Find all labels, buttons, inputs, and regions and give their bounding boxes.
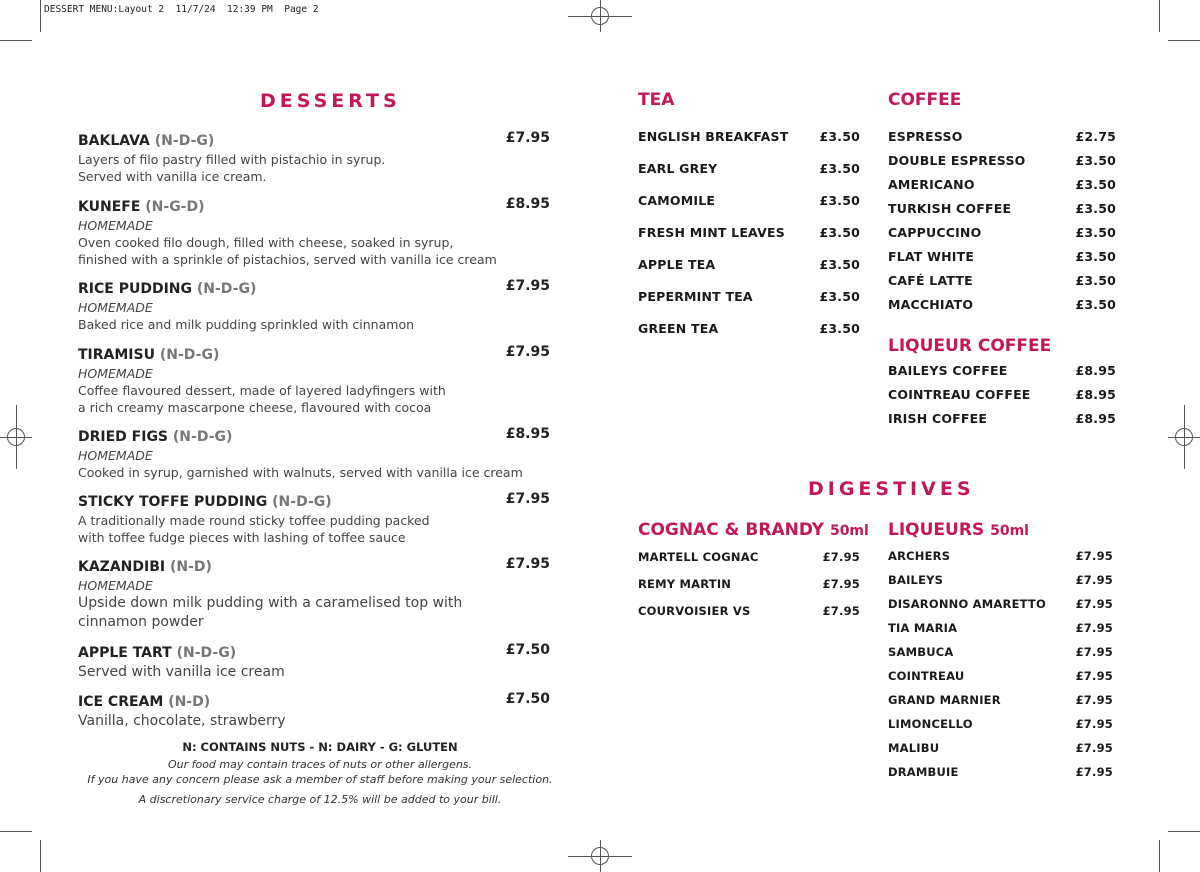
- tea-heading: TEA: [638, 90, 675, 110]
- allergen-code: (N-D-G): [154, 133, 215, 149]
- tea-name: FRESH MINT LEAVES: [638, 225, 785, 240]
- liqueur-price: £7.95: [1075, 765, 1113, 779]
- liqueur-item: [888, 573, 1113, 587]
- dessert-description: Served with vanilla ice cream: [78, 664, 285, 680]
- cognac-name: REMY MARTIN: [638, 577, 732, 591]
- tea-price: £3.50: [819, 321, 860, 336]
- coffee-name: AMERICANO: [888, 177, 975, 192]
- coffee-item: [888, 177, 1116, 192]
- dessert-item: [78, 344, 550, 416]
- liqueur-price: £7.95: [1075, 645, 1113, 659]
- dessert-description: Cooked in syrup, garnished with walnuts, served with vanilla ice cream: [78, 465, 523, 480]
- dessert-title: [78, 278, 550, 299]
- tea-name: CAMOMILE: [638, 193, 716, 208]
- liqueur-item: [888, 693, 1113, 707]
- tea-item: [638, 321, 860, 336]
- liqueur-price: £7.95: [1075, 669, 1113, 683]
- homemade-label: HOMEMADE: [78, 300, 153, 315]
- cognac-title: COGNAC & BRANDY: [638, 520, 825, 540]
- dessert-title: [78, 196, 550, 217]
- coffee-item: [888, 201, 1116, 216]
- dessert-price: £7.95: [505, 130, 550, 146]
- dessert-price: £8.95: [505, 196, 550, 212]
- liqueur-coffee-name: BAILEYS COFFEE: [888, 363, 1008, 378]
- tea-item: [638, 257, 860, 272]
- liqueur-name: ARCHERS: [888, 549, 951, 563]
- liqueur-price: £7.95: [1075, 693, 1113, 707]
- coffee-name: TURKISH COFFEE: [888, 201, 1012, 216]
- liqueur-name: LIMONCELLO: [888, 717, 973, 731]
- liqueur-item: [888, 621, 1113, 635]
- coffee-item: [888, 297, 1116, 312]
- cognac-item: [638, 604, 860, 618]
- liqueur-price: £7.95: [1075, 741, 1113, 755]
- tea-name: PEPERMINT TEA: [638, 289, 753, 304]
- tea-name: GREEN TEA: [638, 321, 719, 336]
- liqueur-coffee-item: [888, 411, 1116, 426]
- coffee-price: £3.50: [1075, 297, 1116, 312]
- tea-item: [638, 161, 860, 176]
- desserts-heading: DESSERTS: [260, 90, 401, 112]
- tea-price: £3.50: [819, 289, 860, 304]
- liqueur-name: SAMBUCA: [888, 645, 954, 659]
- cognac-price: £7.95: [822, 604, 860, 618]
- cognac-price: £7.95: [822, 577, 860, 591]
- coffee-price: £3.50: [1075, 201, 1116, 216]
- dessert-description: A traditionally made round sticky toffee pudding packed: [78, 513, 430, 528]
- liqueurs-measure: 50ml: [990, 523, 1029, 539]
- service-charge-notice: A discretionary service charge of 12.5% will be added to your bill.: [138, 793, 502, 806]
- dessert-price: £7.95: [505, 491, 550, 507]
- homemade-label: HOMEMADE: [78, 448, 153, 463]
- tea-name: ENGLISH BREAKFAST: [638, 129, 789, 144]
- allergen-notice-1: Our food may contain traces of nuts or other allergens.: [167, 758, 473, 771]
- dessert-description: finished with a sprinkle of pistachios, served with vanilla ice cream: [78, 252, 497, 267]
- dessert-price: £7.50: [505, 642, 550, 658]
- cognac-price: £7.95: [822, 550, 860, 564]
- liqueur-coffee-name: COINTREAU COFFEE: [888, 387, 1031, 402]
- liqueurs-title: LIQUEURS: [888, 520, 985, 540]
- liqueur-price: £7.95: [1075, 597, 1113, 611]
- liqueur-coffee-price: £8.95: [1075, 363, 1116, 378]
- liqueur-name: COINTREAU: [888, 669, 965, 683]
- coffee-name: CAFÉ LATTE: [888, 273, 973, 288]
- tea-name: EARL GREY: [638, 161, 718, 176]
- dessert-title: [78, 426, 550, 447]
- cognac-name: COURVOISIER VS: [638, 604, 751, 618]
- coffee-item: [888, 129, 1116, 144]
- coffee-item: [888, 273, 1116, 288]
- coffee-price: £3.50: [1075, 249, 1116, 264]
- liqueur-price: £7.95: [1075, 549, 1113, 563]
- tea-price: £3.50: [819, 129, 860, 144]
- coffee-name: FLAT WHITE: [888, 249, 975, 264]
- dessert-item: [78, 642, 550, 682]
- dessert-title: [78, 491, 550, 512]
- dessert-description: Coffee flavoured dessert, made of layered ladyfingers with: [78, 383, 446, 398]
- coffee-item: [888, 249, 1116, 264]
- liqueur-coffee-name: IRISH COFFEE: [888, 411, 988, 426]
- liqueur-coffee-item: [888, 387, 1116, 402]
- dessert-description: with toffee fudge pieces with lashing of toffee sauce: [78, 530, 406, 545]
- dessert-item: [78, 426, 550, 481]
- allergen-key: N: CONTAINS NUTS - N: DAIRY - G: GLUTEN: [182, 740, 458, 754]
- liqueur-item: [888, 741, 1113, 755]
- dessert-title: [78, 556, 550, 577]
- tea-item: [638, 289, 860, 304]
- dessert-price: £7.95: [505, 556, 550, 572]
- cognac-item: [638, 577, 860, 591]
- tea-price: £3.50: [819, 225, 860, 240]
- tea-item: [638, 225, 860, 240]
- coffee-name: MACCHIATO: [888, 297, 974, 312]
- allergen-code: (N-D): [168, 694, 211, 710]
- liqueur-name: MALIBU: [888, 741, 940, 755]
- dessert-price: £8.95: [505, 426, 550, 442]
- dessert-description: a rich creamy mascarpone cheese, flavoured with cocoa: [78, 400, 432, 415]
- dessert-description: cinnamon powder: [78, 614, 204, 630]
- cognac-measure: 50ml: [829, 523, 869, 539]
- coffee-name: CAPPUCCINO: [888, 225, 982, 240]
- liqueur-coffee-price: £8.95: [1075, 411, 1116, 426]
- dessert-item: [78, 691, 550, 731]
- dessert-price: £7.50: [505, 691, 550, 707]
- liqueur-item: [888, 549, 1113, 563]
- liqueur-item: [888, 669, 1113, 683]
- print-slug: DESSERT MENU:Layout 2 11/7/24 12:39 PM Page 2: [44, 4, 319, 15]
- dessert-description: Served with vanilla ice cream.: [78, 169, 267, 184]
- digestives-heading: DIGESTIVES: [808, 478, 975, 500]
- liqueur-coffee-item: [888, 363, 1116, 378]
- dessert-name: RICE PUDDING: [78, 281, 192, 297]
- tea-price: £3.50: [819, 193, 860, 208]
- dessert-item: [78, 491, 550, 546]
- dessert-name: BAKLAVA: [78, 133, 150, 149]
- coffee-item: [888, 225, 1116, 240]
- liqueur-name: DISARONNO AMARETTO: [888, 597, 1046, 611]
- dessert-description: Vanilla, chocolate, strawberry: [78, 713, 286, 729]
- tea-item: [638, 193, 860, 208]
- coffee-price: £3.50: [1075, 153, 1116, 168]
- coffee-name: DOUBLE ESPRESSO: [888, 153, 1026, 168]
- dessert-description: Upside down milk pudding with a caramelised top with: [78, 595, 463, 611]
- tea-price: £3.50: [819, 257, 860, 272]
- dessert-title: [78, 691, 550, 712]
- coffee-price: £3.50: [1075, 273, 1116, 288]
- homemade-label: HOMEMADE: [78, 218, 153, 233]
- allergen-code: (N-D): [169, 559, 212, 575]
- tea-price: £3.50: [819, 161, 860, 176]
- dessert-description: Baked rice and milk pudding sprinkled with cinnamon: [78, 317, 415, 332]
- cognac-heading: [638, 520, 869, 540]
- dessert-name: APPLE TART: [78, 645, 172, 661]
- allergen-code: (N-D-G): [176, 645, 237, 661]
- homemade-label: HOMEMADE: [78, 578, 153, 593]
- liqueur-coffee-price: £8.95: [1075, 387, 1116, 402]
- allergen-code: (N-G-D): [145, 199, 205, 215]
- dessert-name: KUNEFE: [78, 199, 141, 215]
- liqueurs-heading: [888, 520, 1029, 540]
- dessert-item: [78, 130, 550, 185]
- dessert-name: ICE CREAM: [78, 694, 164, 710]
- coffee-heading: COFFEE: [888, 90, 962, 110]
- allergen-notice-2: If you have any concern please ask a member of staff before making your selection.: [87, 773, 553, 786]
- dessert-price: £7.95: [505, 278, 550, 294]
- dessert-description: Layers of filo pastry filled with pistachio in syrup.: [78, 152, 386, 167]
- allergen-code: (N-D-G): [272, 494, 332, 510]
- liqueur-price: £7.95: [1075, 573, 1113, 587]
- dessert-name: STICKY TOFFE PUDDING: [78, 494, 273, 510]
- allergen-code: (N-D-G): [196, 281, 257, 297]
- liqueur-item: [888, 597, 1113, 611]
- dessert-item: [78, 196, 550, 268]
- coffee-item: [888, 153, 1116, 168]
- dessert-title: [78, 130, 550, 151]
- cognac-item: [638, 550, 860, 564]
- liqueur-price: £7.95: [1075, 621, 1113, 635]
- dessert-price: £7.95: [505, 344, 550, 360]
- allergen-code: (N-D-G): [172, 429, 233, 445]
- coffee-price: £3.50: [1075, 225, 1116, 240]
- liqueur-item: [888, 717, 1113, 731]
- liqueur-name: DRAMBUIE: [888, 765, 959, 779]
- tea-name: APPLE TEA: [638, 257, 716, 272]
- liqueur-price: £7.95: [1075, 717, 1113, 731]
- dessert-name: KAZANDIBI: [78, 559, 166, 575]
- dessert-name: TIRAMISU: [78, 347, 155, 363]
- dessert-description: Oven cooked filo dough, filled with cheese, soaked in syrup,: [78, 235, 454, 250]
- homemade-label: HOMEMADE: [78, 366, 153, 381]
- dessert-item: [78, 556, 550, 632]
- cognac-name: MARTELL COGNAC: [638, 550, 759, 564]
- liqueur-name: BAILEYS: [888, 573, 944, 587]
- liqueur-name: TIA MARIA: [888, 621, 958, 635]
- dessert-title: [78, 642, 550, 663]
- coffee-price: £3.50: [1075, 177, 1116, 192]
- dessert-item: [78, 278, 550, 333]
- coffee-price: £2.75: [1075, 129, 1116, 144]
- liqueur-coffee-heading: LIQUEUR COFFEE: [888, 336, 1052, 356]
- liqueur-name: GRAND MARNIER: [888, 693, 1001, 707]
- coffee-name: ESPRESSO: [888, 129, 963, 144]
- dessert-title: [78, 344, 550, 365]
- dessert-name: DRIED FIGS: [78, 429, 169, 445]
- liqueur-item: [888, 645, 1113, 659]
- tea-item: [638, 129, 860, 144]
- allergen-code: (N-D-G): [159, 347, 220, 363]
- liqueur-item: [888, 765, 1113, 779]
